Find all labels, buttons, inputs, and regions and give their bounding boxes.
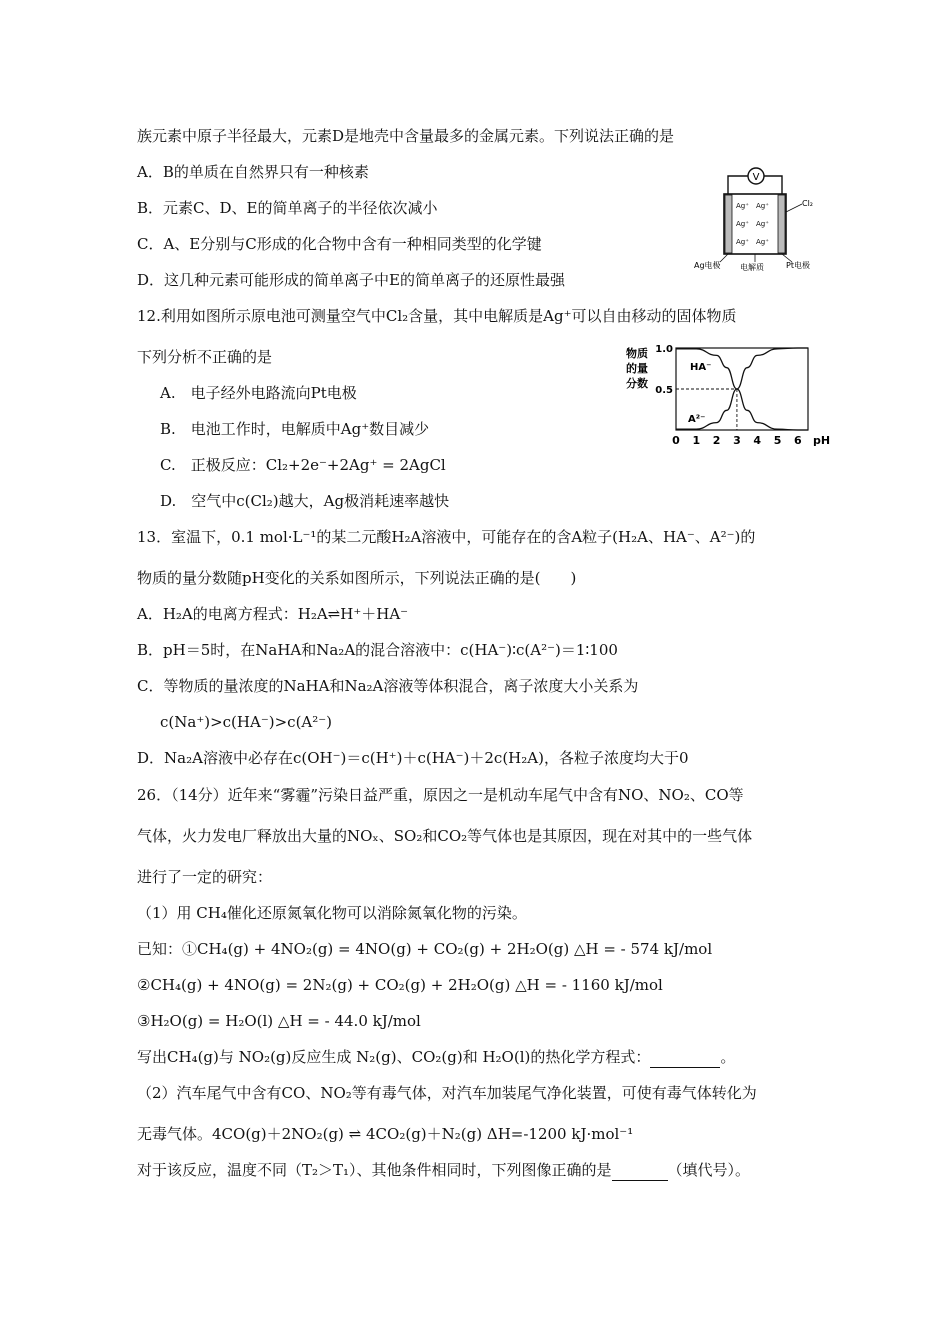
svg-text:Ag⁺: Ag⁺ [736, 202, 749, 210]
svg-text:Ag⁺: Ag⁺ [756, 220, 769, 228]
q26-part-2: （2）汽车尾气中含有CO、NO₂等有毒气体，对汽车加装尾气净化装置，可使有毒气体转化为 [137, 1084, 757, 1102]
q11-option-c: C．A、E分别与C形成的化合物中含有一种相同类型的化学键 [137, 235, 542, 253]
y-tick-label-0: 0.5 [655, 385, 673, 396]
y-label-line-1: 物质 [626, 347, 648, 360]
svg-text:Ag⁺: Ag⁺ [756, 202, 769, 210]
x-tick-label-5: 5 [773, 434, 782, 446]
svg-text:Ag⁺: Ag⁺ [756, 238, 769, 246]
q26-part-2-reaction: 无毒气体。4CO(g)＋2NO₂(g) ⇌ 4CO₂(g)＋N₂(g) ΔH=-1200 kJ·mol⁻¹ [137, 1125, 634, 1143]
series-label-0: HA⁻ [690, 362, 712, 373]
cl2-label: Cl₂ [802, 199, 814, 208]
series-label-1: A²⁻ [688, 414, 706, 425]
q11-option-d: D．这几种元素可能形成的简单离子中E的简单离子的还原性最强 [137, 271, 565, 289]
q26-line-2: 气体，火力发电厂释放出大量的NOₓ、SO₂和CO₂等气体也是其原因，现在对其中的一些气体 [137, 827, 753, 845]
q12-option-b: B. 电池工作时，电解质中Ag⁺数目减少 [160, 420, 430, 438]
q26-equation-2: ②CH₄(g) + 4NO(g) = 2N₂(g) + CO₂(g) + 2H₂O(g) △H = - 1160 kJ/mol [137, 976, 663, 994]
pt-electrode [778, 195, 785, 253]
x-axis-label: pH [813, 434, 831, 446]
pt-electrode-label: Pt电极 [786, 261, 810, 270]
x-tick-label-3: 3 [733, 434, 741, 446]
y-label-line-3: 分数 [626, 377, 648, 390]
q26-line-1: 26．（14分）近年来“雾霾”污染日益严重，原因之一是机动车尾气中含有NO、NO₂、CO等 [137, 786, 744, 804]
q11-option-b: B．元素C、D、E的简单离子的半径依次减小 [137, 199, 438, 217]
species-fraction-chart [624, 340, 836, 446]
q12-option-d: D. 空气中c(Cl₂)越大，Ag极消耗速率越快 [160, 492, 450, 510]
q13-stem-2: 物质的量分数随pH变化的关系如图所示，下列说法正确的是( ) [137, 569, 577, 587]
q11-option-a: A．B的单质在自然界只有一种核素 [137, 163, 369, 181]
q13-option-a: A．H₂A的电离方程式：H₂A⇌H⁺＋HA⁻ [137, 605, 409, 623]
electrolyte-label: 电解质 [740, 263, 764, 272]
q11-intro: 族元素中原子半径最大，元素D是地壳中含量最多的金属元素。下列说法正确的是 [137, 127, 675, 145]
q26-equation-3: ③H₂O(g) = H₂O(l) △H = - 44.0 kJ/mol [137, 1012, 421, 1030]
q13-option-d: D．Na₂A溶液中必存在c(OH⁻)＝c(H⁺)＋c(HA⁻)＋2c(H₂A)，各粒子浓度均大于0 [137, 749, 689, 767]
q13-option-c: C．等物质的量浓度的NaHA和Na₂A溶液等体积混合，离子浓度大小关系为 [137, 677, 639, 695]
galvanic-cell-diagram [690, 166, 840, 272]
q26-part-3: 对于该反应，温度不同（T₂＞T₁）、其他条件相同时，下列图像正确的是 （填代号）。 [137, 1161, 751, 1179]
q13-option-b: B．pH＝5时，在NaHA和Na₂A的混合溶液中：c(HA⁻)∶c(A²⁻)＝1∶100 [137, 641, 618, 659]
q26-write-prompt: 写出CH₄(g)与 NO₂(g)反应生成 N₂(g)、CO₂(g)和 H₂O(l)的热化学方程式： 。 [137, 1048, 736, 1066]
x-tick-label-0: 0 [672, 434, 680, 446]
q12-stem: 12.利用如图所示原电池可测量空气中Cl₂含量，其中电解质是Ag⁺可以自由移动的固体物质 [137, 307, 737, 325]
svg-text:Ag⁺: Ag⁺ [736, 220, 749, 228]
x-tick-label-2: 2 [712, 434, 721, 446]
svg-text:Ag⁺: Ag⁺ [736, 238, 749, 246]
q26-equation-1: 已知：①CH₄(g) + 4NO₂(g) = 4NO(g) + CO₂(g) + 2H₂O(g) △H = - 574 kJ/mol [137, 940, 713, 958]
answer-blank-2[interactable] [612, 1160, 668, 1181]
ag-electrode-label: Ag电极 [694, 261, 721, 270]
x-tick-label-6: 6 [794, 434, 802, 446]
answer-blank-1[interactable] [650, 1047, 720, 1068]
y-tick-label-1: 1.0 [655, 344, 673, 355]
q13-option-c-cont: c(Na⁺)>c(HA⁻)>c(A²⁻) [160, 713, 333, 731]
q12-option-c: C. 正极反应：Cl₂+2e⁻+2Ag⁺ = 2AgCl [160, 456, 446, 474]
q26-line-3: 进行了一定的研究： [137, 868, 273, 886]
voltmeter-label: V [752, 172, 760, 183]
x-tick-label-1: 1 [692, 434, 701, 446]
q26-part-1: （1）用 CH₄催化还原氮氧化物可以消除氮氧化物的污染。 [137, 904, 527, 922]
y-label-line-2: 的量 [626, 362, 648, 375]
q12-option-a: A. 电子经外电路流向Pt电极 [160, 384, 357, 402]
x-tick-label-4: 4 [753, 434, 762, 446]
ag-electrode [725, 195, 732, 253]
q13-stem: 13．室温下，0.1 mol·L⁻¹的某二元酸H₂A溶液中，可能存在的含A粒子(H₂A、HA⁻、A²⁻)的 [137, 528, 756, 546]
q12-stem-2: 下列分析不正确的是 [137, 348, 273, 366]
